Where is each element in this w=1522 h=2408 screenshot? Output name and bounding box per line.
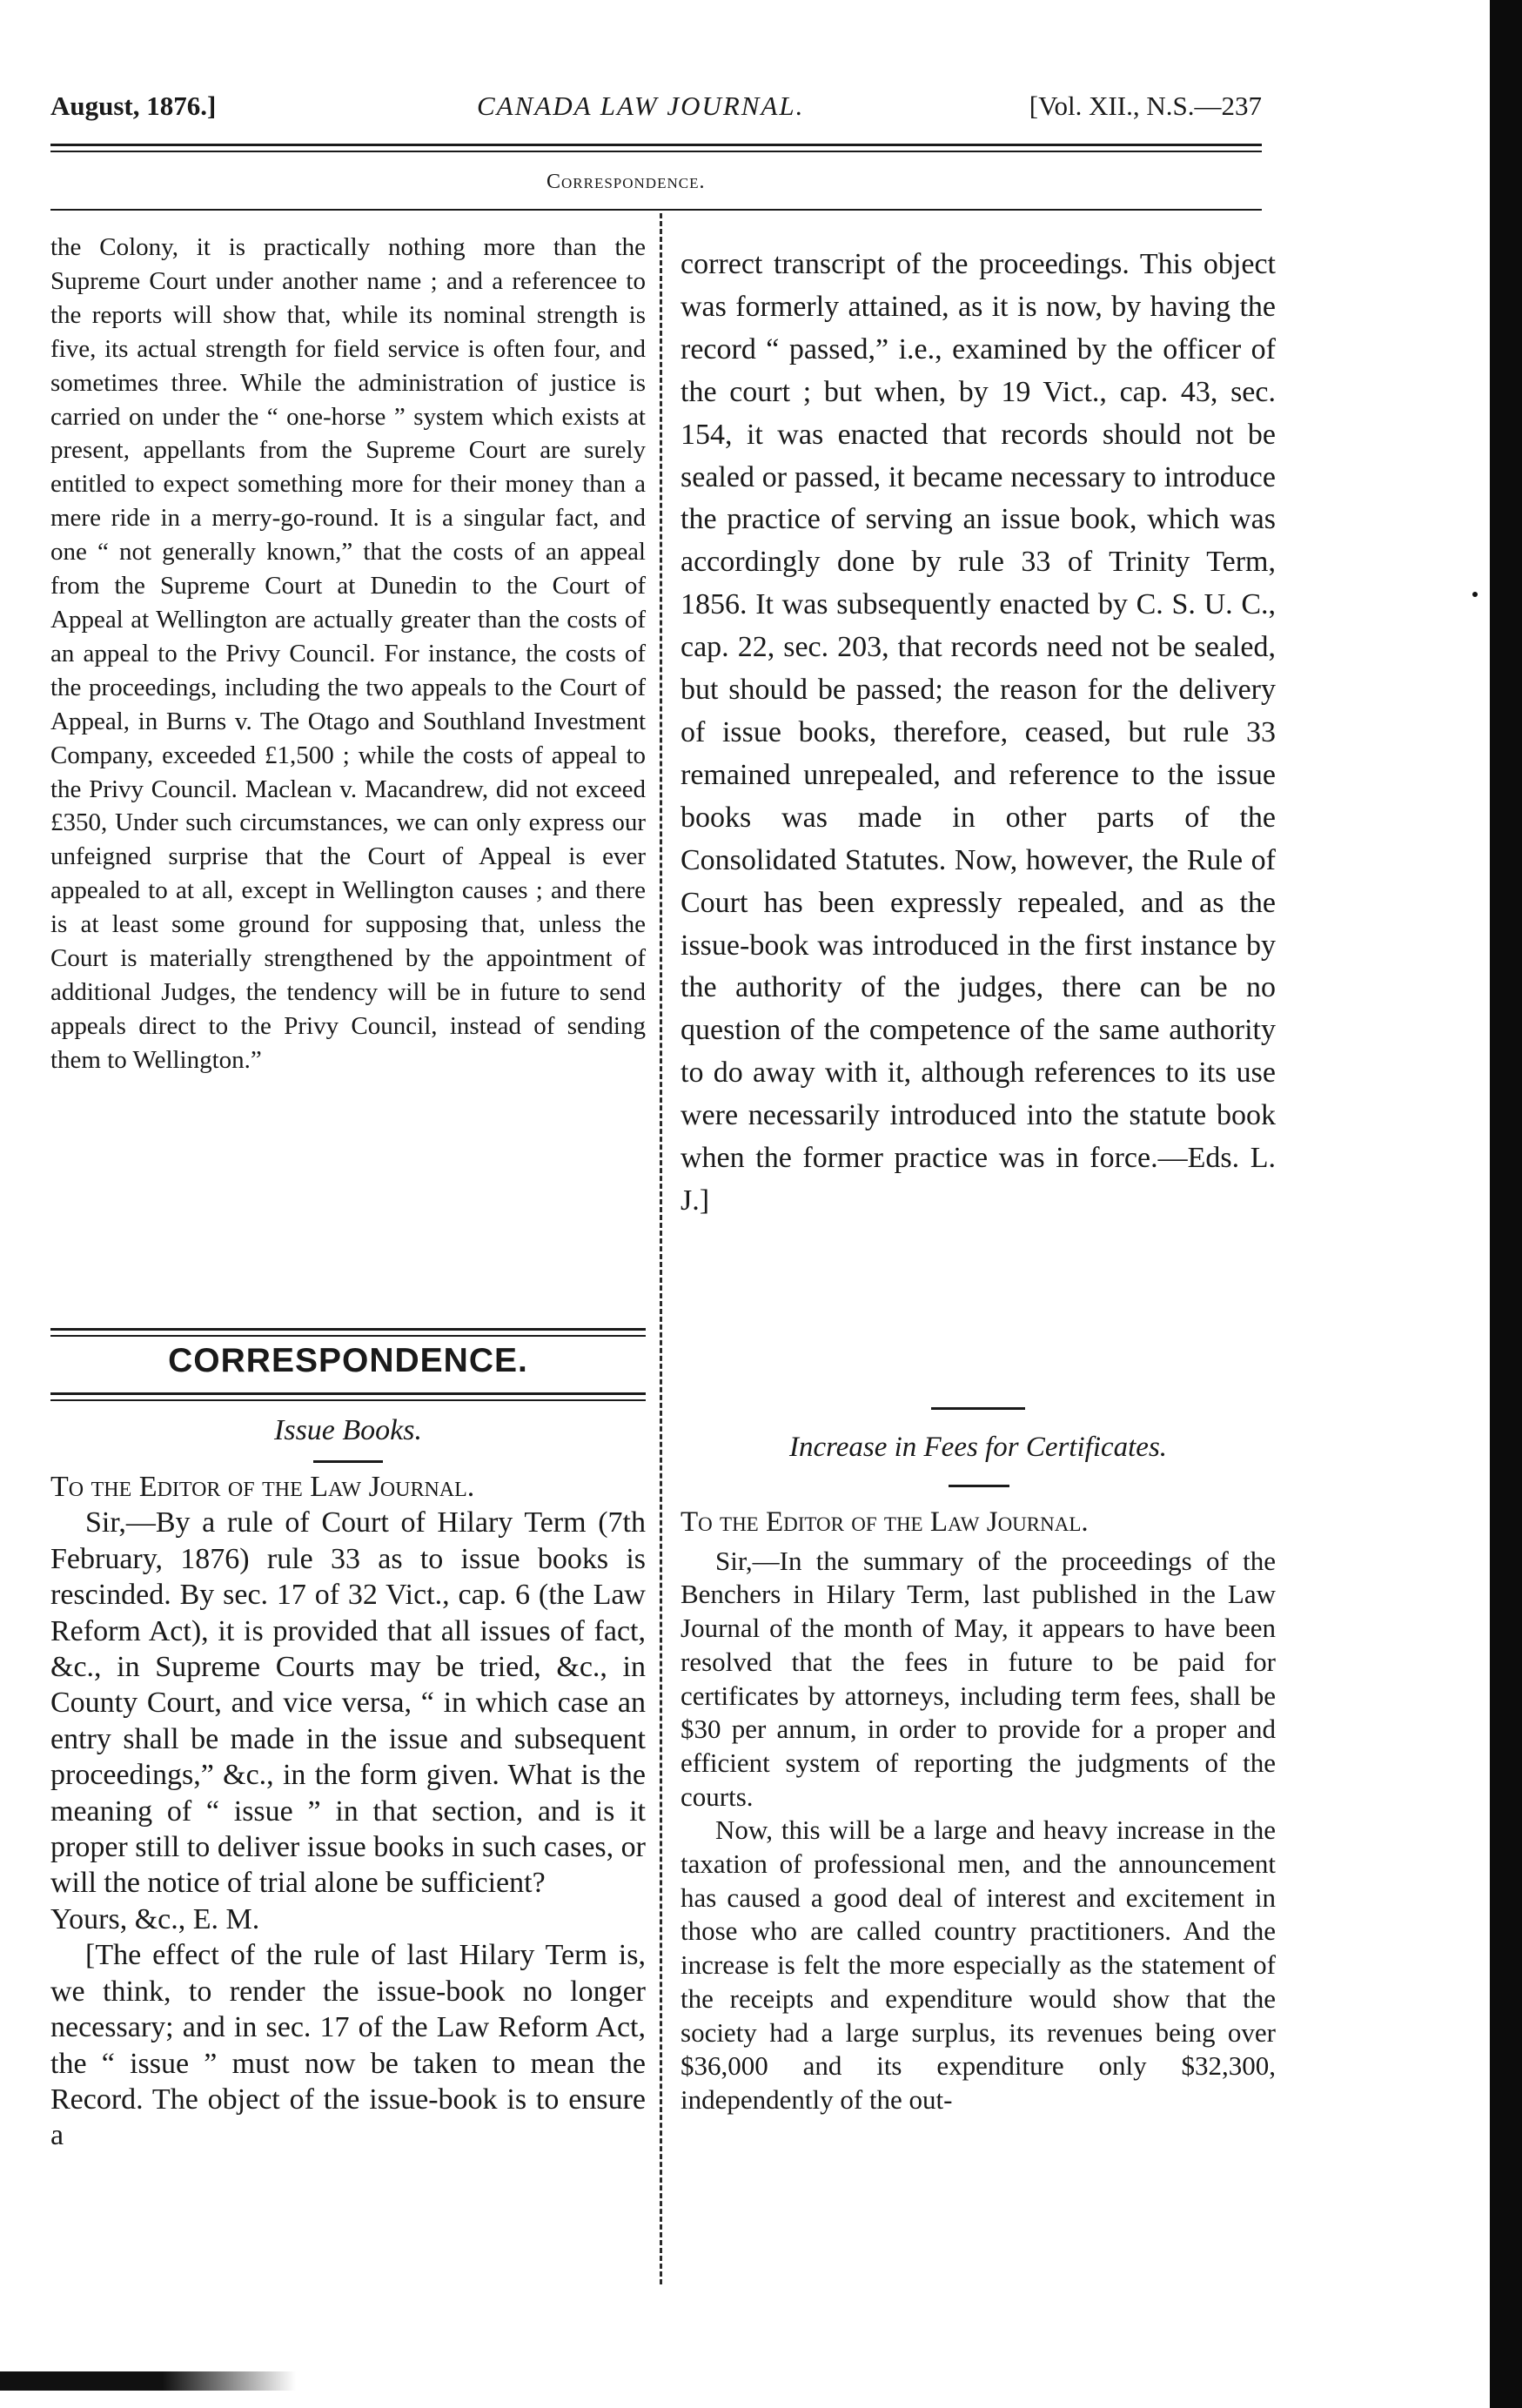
fees-title-rule: [949, 1485, 1009, 1487]
header-journal-title: CANADA LAW JOURNAL.: [477, 91, 805, 121]
issue-books-signature: Yours, &c., E. M.: [50, 1902, 260, 1935]
header-date: August, 1876.]: [50, 91, 217, 121]
issue-books-letter-column: [50, 1469, 646, 2154]
header-volume: [Vol. XII., N.S.—237: [1029, 91, 1262, 121]
column-divider: [660, 213, 662, 2284]
fees-salutation: To the Editor of the Law Journal.: [681, 1506, 1089, 1538]
fees-article-rule: [931, 1407, 1025, 1410]
correspondence-rule-top-thin: [50, 1335, 646, 1337]
fees-paragraph-2: Now, this will be a large and heavy increase in the taxation of professional men, and the announcement has caused a good deal of interest and excitement in those who are called country practitioners. And the increase is felt the more especially as the statement of the receipts and expenditure would show that the society had a large surplus, its revenues being over $36,000 and its expenditure only $32,300, independently of the out-: [681, 1814, 1276, 2115]
section-rule: [50, 209, 1262, 211]
right-column-top: [681, 244, 1276, 1223]
fees-article-title: Increase in Fees for Certificates.: [788, 1432, 1168, 1463]
correspondence-rule-bottom-thick: [50, 1392, 646, 1395]
section-label: Correspondence.: [546, 171, 706, 193]
fees-letter-column: [681, 1506, 1276, 2117]
correspondence-rule-top-thick: [50, 1328, 646, 1331]
scan-page-edge: [1490, 0, 1522, 2408]
bottom-scan-mark: [0, 2371, 296, 2391]
fees-paragraph-1: Sir,—In the summary of the proceedings of the Benchers in Hilary Term, last published in the Law Journal of the month of May, it appears to have been resolved that the fees in future to be paid for certificates by attorneys, including term fees, shall be $30 per annum, in order to provide for a proper and efficient system of reporting the judgments of the courts.: [681, 1545, 1276, 1812]
editors-reply-continued: correct transcript of the proceedings. This object was formerly attained, as it is now, by having the record “ passed,” i.e., examined by the officer of the court ; but when, by 19 Vict., cap. 43, sec. 154, it was enacted that records should not be sealed or passed, it became necessary to introduce the practice of serving an issue book, which was accordingly done by rule 33 of Trinity Term, 1856. It was subsequently enacted by C. S. U. C., cap. 22, sec. 203, that records need not be sealed, but should be passed; the reason for the delivery of issue books, therefore, ceased, but rule 33 remained unrepealed, and reference to the issue books was made in other parts of the Consolidated Statutes. Now, however, the Rule of Court has been expressly repealed, and as the issue-book was introduced in the first instance by the authority of the judges, there can be no question of the competence of the same authority to do away with it, although references to its use were necessarily introduced into the statute book when the former practice was in force.—Eds. L. J.]: [681, 248, 1276, 1217]
issue-books-salutation: To the Editor of the Law Journal.: [50, 1471, 475, 1503]
continued-paragraph: the Colony, it is practically nothing more than the Supreme Court under another name ; and a referencee to the reports will show that, while its nominal strength is five, its actual strength for field service is often four, and sometimes three. While the administration of justice is carried on under the “ one-horse ” system which exists at present, appellants from the Supreme Court are surely entitled to expect something more for their money than a mere ride in a merry-go-round. It is a singular fact, and one “ not generally known,” that the costs of an appeal from the Supreme Court at Dunedin to the Court of Appeal at Wellington are actually greater than the costs of an appeal to the Privy Council. For instance, the costs of the proceedings, including the two appeals to the Court of Appeal, in Burns v. The Otago and Southland Investment Company, exceeded £1,500 ; while the costs of appeal to the Privy Council. Maclean v. Macandrew, did not exceed £350, Under such circumstances, we can only express our unfeigned surprise that the Court of Appeal is ever appealed to at all, except in Wellington causes ; and there is at least some ground for supposing that, unless the Court is materially strengthened by the appointment of additional Judges, the tendency will be in future to send appeals direct to the Privy Council, instead of sending them to Wellington.”: [50, 233, 646, 1074]
correspondence-rule-bottom-thin: [50, 1399, 646, 1401]
scan-speck: [1472, 592, 1478, 597]
header-rule-thin: [50, 151, 1262, 152]
correspondence-heading: CORRESPONDENCE.: [168, 1342, 528, 1379]
header-rule-thick: [50, 144, 1262, 146]
issue-books-title-rule: [313, 1460, 383, 1463]
left-column-top: [50, 231, 646, 1077]
editors-reply-start: [The effect of the rule of last Hilary Term is, we think, to render the issue-book no longer necessary; and in sec. 17 of the Law Reform Act, the “ issue ” must now be taken to mean the Record. The object of the issue-book is to ensure a: [50, 1939, 646, 2152]
issue-books-letter: Sir,—By a rule of Court of Hilary Term (7th February, 1876) rule 33 as to issue books is rescinded. By sec. 17 of 32 Vict., cap. 6 (the Law Reform Act), it is provided that all issues of fact, &c., in Supreme Courts may be tried, &c., in County Court, and vice versa, “ in which case an entry shall be made in the issue and subsequent proceedings,” &c., in the form given. What is the meaning of “ issue ” in that section, and is it proper still to deliver issue books in such cases, or will the notice of trial alone be sufficient?: [50, 1506, 646, 1900]
running-header: [50, 91, 1262, 134]
issue-books-title: Issue Books.: [274, 1414, 422, 1446]
